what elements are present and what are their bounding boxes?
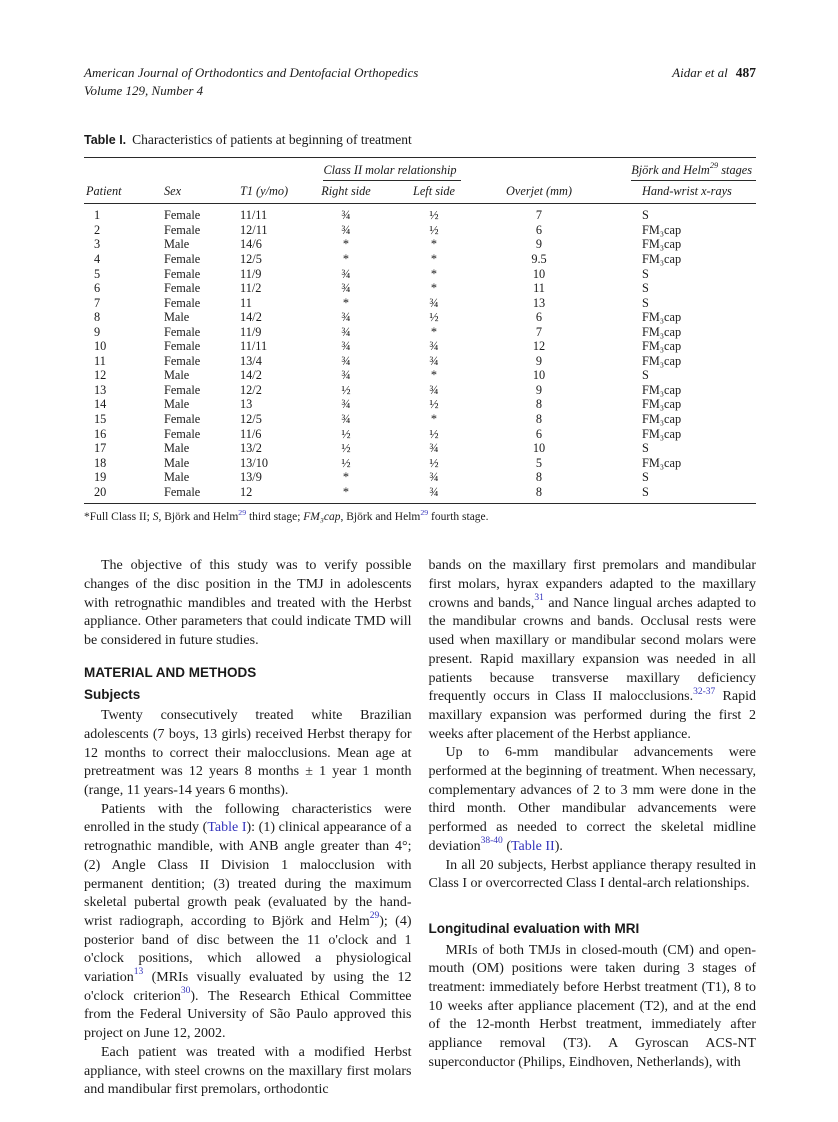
text-run: , Björk and Helm (340, 511, 421, 524)
patient-cell: S (642, 208, 649, 223)
patient-cell: S (642, 441, 649, 456)
patient-cell: FM₃cap (642, 397, 682, 412)
text-run: Rapid maxillary expansion was performed during the first 2 weeks after placement of the Herbst appliance. (428, 689, 756, 742)
text-run: 29 (709, 161, 719, 171)
patient-cell: Male (164, 441, 190, 456)
group-header-row (84, 158, 756, 182)
right-column (429, 557, 757, 1100)
group-header-spacer (480, 158, 598, 182)
patient-cell: 9.5 (531, 252, 547, 267)
journal-title: American Journal of Orthodontics and Dentofacial Orthopedics (84, 65, 419, 80)
patient-cell: ¾ (429, 353, 439, 368)
patient-cell: Female (164, 266, 201, 281)
patient-cell: * (430, 412, 438, 427)
patient-cell: 12 (532, 339, 546, 354)
authors: Aidar et al (672, 65, 728, 80)
patient-row (84, 383, 756, 398)
patient-cell: ¾ (429, 339, 439, 354)
patient-cell: ¾ (341, 222, 351, 237)
column-header-left-side: Left side (388, 181, 480, 204)
patient-cell: S (642, 368, 649, 383)
section-heading: MATERIAL AND METHODS (84, 664, 257, 680)
text-run: and Nance lingual arches adapted to the mandibular crowns and bands. Occlusal rests were used when maxillary or mandibular second molars were present. Rapid maxillary expansion was needed in all patients because transverse maxillary deficiency frequently occurs in Class II malocclusions. (428, 595, 757, 705)
patient-row (84, 267, 756, 282)
patient-cell: 10 (94, 339, 107, 354)
column-header-t1: T1 (y/mo) (230, 181, 304, 204)
text-run: stages (718, 163, 752, 178)
text-run: Björk and Helm (631, 163, 710, 178)
table-label: Table I. (84, 133, 127, 148)
patient-cell: Male (164, 310, 190, 325)
patient-row (84, 223, 756, 238)
page-number: 487 (735, 65, 756, 80)
patient-cell: 11 (94, 353, 106, 368)
patient-cell: 9 (535, 237, 543, 252)
patient-row (84, 204, 756, 223)
table-footnote (84, 507, 756, 524)
patient-cell: ¾ (429, 295, 439, 310)
group-header-stages-cell (598, 158, 756, 182)
patient-cell: Female (164, 382, 201, 397)
patient-cell: Male (164, 237, 190, 252)
patient-row (84, 441, 756, 456)
patient-cell: Male (164, 470, 190, 485)
text-run: ). The Research Ethical Committee from the Federal University of São Paulo approved this project on June 12, 2002. (84, 988, 412, 1042)
patient-cell: Female (164, 339, 201, 354)
patient-cell: Male (164, 397, 190, 412)
patient-cell: 14/2 (240, 368, 262, 383)
patient-row (84, 456, 756, 471)
text-run: Patients with the following characteristics were enrolled in the study ( (84, 801, 412, 836)
patient-cell: 12/5 (240, 412, 262, 427)
patient-cell: 8 (535, 397, 543, 412)
patient-cell: 14 (94, 397, 107, 412)
running-head (84, 64, 756, 100)
patient-cell: ½ (429, 455, 439, 470)
patient-row (84, 412, 756, 427)
patient-row (84, 325, 756, 340)
patient-cell: 12/11 (240, 222, 268, 237)
patient-cell: ¾ (341, 353, 351, 368)
patient-cell: 15 (94, 412, 107, 427)
patient-cell: Male (164, 368, 190, 383)
patient-cell: 7 (535, 208, 543, 223)
paragraph: MRIs of both TMJs in closed-mouth (CM) and open-mouth (OM) positions were taken during 3 stages of treatment: immediately before Herbst treatment (T1), 8 to 10 weeks after appliance placement (T2), and at the end of the 12-month Herbst treatment, immediately after appliance removal (T3). A Gyroscan ACS-NT superconductor (Philips, Eindhoven, Netherlands), with (428, 942, 756, 1070)
patient-cell: * (430, 324, 438, 339)
journal-volume: Volume 129, Number 4 (84, 83, 204, 99)
patient-row (84, 237, 756, 252)
patient-cell: 14/6 (240, 237, 262, 252)
patient-cell: S (642, 266, 649, 281)
patient-cell: ¾ (341, 208, 351, 223)
patient-cell: 6 (535, 222, 543, 237)
patient-cell: Female (164, 426, 201, 441)
patient-row (84, 339, 756, 354)
column-header-overjet: Overjet (mm) (480, 181, 598, 204)
patient-cell: ½ (341, 426, 351, 441)
subsection-heading: Longitudinal evaluation with MRI (428, 920, 640, 936)
text-run: third stage; (246, 511, 304, 524)
patient-cell: ¾ (341, 339, 351, 354)
patient-cell: 7 (535, 324, 543, 339)
table-section (84, 132, 756, 523)
text-run: fourth stage. (428, 511, 489, 524)
patient-cell: S (642, 281, 649, 296)
group-header-spacer (84, 158, 304, 182)
patient-cell: 13 (532, 295, 546, 310)
patient-cell: 11 (240, 295, 252, 310)
patient-row (84, 281, 756, 296)
reference-link[interactable]: 31 (534, 593, 544, 604)
patient-cell: FM₃cap (642, 339, 682, 354)
text-run: bands on the maxillary first premolars and mandibular first molars, hyrax expanders adapted to the maxillary crowns and bands, (428, 558, 756, 611)
patient-cell: 2 (94, 222, 101, 237)
text-run: ( (502, 838, 511, 854)
text-run: ): (1) clinical appearance of a retrognathic mandible, with ANB angle greater than 4°; (2) Angle Class II Division 1 malocclusion with permanent dentition; (3) treated during the maximum skeletal pubertal growth peak (evaluated by the hand-wrist radiograph, according to Björk and Helm (84, 820, 412, 929)
text-run: (MRIs visually evaluated by using the 12 o'clock criterion (84, 970, 412, 1004)
patient-cell: ½ (341, 455, 351, 470)
patient-cell: 8 (535, 412, 543, 427)
patient-cell: ½ (341, 441, 351, 456)
patient-cell: S (642, 470, 649, 485)
text-run: Up to 6-mm mandibular advancements were performed at the beginning of treatment. When necessary, complementary advances of 2 to 3 mm were done in the third month. Other mandibular advancements were performed as needed to correct the skeletal midline deviation (428, 745, 756, 854)
patient-cell: 3 (94, 237, 101, 252)
patient-cell: 12 (240, 484, 253, 499)
text-run: FM₃cap (303, 511, 341, 524)
patient-cell: 14/2 (240, 310, 262, 325)
paragraph: The objective of this study was to verify possible changes of the disc position in the TMJ in adolescents with retrognathic mandibles and treated with the Herbst appliance. Other parameters that could indicate TMD will be considered in future studies. (84, 558, 412, 649)
paragraph: In all 20 subjects, Herbst appliance therapy resulted in Class I or overcorrected Class I dental-arch relationships. (428, 857, 756, 892)
patient-cell: ¾ (429, 484, 439, 499)
column-header-patient: Patient (84, 181, 154, 204)
patient-cell: 11 (533, 281, 545, 296)
patient-cell: 17 (94, 441, 107, 456)
patient-cell: Female (164, 484, 201, 499)
patient-cell: 5 (94, 266, 101, 281)
patient-cell: 11/11 (240, 208, 268, 223)
patient-cell: FM₃cap (642, 252, 682, 267)
patient-cell: 6 (535, 310, 543, 325)
patient-cell: 10 (532, 368, 546, 383)
text-run: ); (4) posterior band of disc between the 11 o'clock and 1 o'clock positions, which allowed a physiological variation (84, 913, 412, 986)
patient-cell: 7 (94, 295, 101, 310)
patient-cell: 5 (535, 455, 543, 470)
patient-cell: ½ (341, 382, 351, 397)
page-info (672, 64, 756, 100)
patient-cell: ¾ (341, 324, 351, 339)
patient-cell: 8 (535, 470, 543, 485)
patient-cell: 20 (94, 484, 107, 499)
patient-cell: 9 (94, 324, 101, 339)
text-run: ). (554, 838, 563, 854)
patient-cell: 12/5 (240, 252, 262, 267)
patient-cell: ½ (429, 208, 439, 223)
reference-link[interactable]: 29 (369, 911, 380, 922)
patient-cell: * (342, 470, 350, 485)
reference-link[interactable]: 38-40 (480, 836, 503, 847)
patient-cell: 10 (532, 441, 546, 456)
paragraph (84, 801, 412, 1044)
patient-cell: FM₃cap (642, 222, 682, 237)
text-run: S (152, 511, 159, 524)
reference-link[interactable]: 32-37 (693, 686, 716, 697)
group-header-stages (631, 163, 756, 181)
patient-cell: Female (164, 281, 201, 296)
group-header-molar: Class II molar relationship (323, 163, 460, 181)
patient-cell: 11/6 (240, 426, 262, 441)
table-link[interactable]: Table I (207, 820, 247, 836)
patient-cell: Female (164, 295, 201, 310)
patient-cell: Male (164, 455, 190, 470)
left-column (84, 557, 412, 1100)
column-header-handwrist: Hand-wrist x-rays (598, 181, 756, 204)
patient-cell: 12 (94, 368, 107, 383)
patient-cell: 1 (94, 208, 101, 223)
patient-cell: ¾ (341, 412, 351, 427)
column-header-row (84, 181, 756, 204)
patient-cell: * (430, 237, 438, 252)
patient-cell: S (642, 484, 649, 499)
paragraph (429, 744, 757, 856)
patient-cell: FM₃cap (642, 237, 682, 252)
reference-link[interactable]: 13 (133, 967, 144, 978)
patient-cell: 13/2 (240, 441, 262, 456)
patient-cell: Female (164, 353, 201, 368)
patient-cell: 18 (94, 455, 107, 470)
patient-cell: * (342, 252, 350, 267)
patient-cell: FM₃cap (642, 382, 682, 397)
group-header-molar-cell (304, 158, 480, 182)
patient-cell: FM₃cap (642, 412, 682, 427)
patient-cell: ¾ (341, 281, 351, 296)
subsection-heading: Subjects (84, 686, 141, 702)
patient-cell: S (642, 295, 649, 310)
patient-cell: 13 (94, 382, 107, 397)
paragraph (429, 557, 757, 744)
patient-cell: ½ (429, 310, 439, 325)
reference-link[interactable]: 30 (180, 986, 191, 997)
patient-cell: 19 (94, 470, 107, 485)
patient-row (84, 397, 756, 412)
patient-cell: ½ (429, 222, 439, 237)
table-title (84, 132, 756, 148)
paragraph: Twenty consecutively treated white Brazilian adolescents (7 boys, 13 girls) received Herbst therapy for 12 months to correct their malocclusions. Mean age at pretreatment was 12 years 8 months ± 1 year 1 month (range, 11 years-14 years 6 months). (84, 708, 412, 799)
text-run: *Full Class II; (84, 511, 153, 524)
patient-cell: ¾ (429, 382, 439, 397)
paragraph: Each patient was treated with a modified Herbst appliance, with steel crowns on the maxillary first molars and mandibular first premolars, orthodontic (84, 1044, 412, 1098)
patient-cell: * (342, 484, 350, 499)
patient-cell: 6 (535, 426, 543, 441)
patient-cell: 12/2 (240, 382, 262, 397)
patient-cell: Female (164, 252, 201, 267)
patient-cell: FM₃cap (642, 310, 682, 325)
patient-row (84, 296, 756, 311)
column-header-right-side: Right side (304, 181, 388, 204)
patient-cell: FM₃cap (642, 353, 682, 368)
patient-cell: FM₃cap (642, 455, 682, 470)
patient-row (84, 427, 756, 442)
patient-cell: 11/2 (240, 281, 262, 296)
patient-cell: 9 (535, 382, 543, 397)
patient-cell: ½ (429, 426, 439, 441)
reference-link[interactable]: 29 (238, 507, 247, 517)
patient-cell: 13/4 (240, 353, 262, 368)
patient-cell: Female (164, 222, 201, 237)
patient-row (84, 368, 756, 383)
patient-cell: 10 (532, 266, 546, 281)
patient-cell: 6 (94, 281, 101, 296)
patient-row (84, 354, 756, 369)
patient-cell: ¾ (341, 397, 351, 412)
patient-cell: ½ (429, 397, 439, 412)
patient-cell: ¾ (341, 266, 351, 281)
patient-cell: * (342, 237, 350, 252)
patient-cell: 13 (240, 397, 253, 412)
patient-cell: ¾ (341, 310, 351, 325)
text-run: , Björk and Helm (158, 511, 239, 524)
patient-cell: Female (164, 412, 201, 427)
patient-cell: 8 (94, 310, 101, 325)
column-header-sex: Sex (154, 181, 230, 204)
patient-cell: Female (164, 324, 201, 339)
patient-row (84, 485, 756, 504)
patient-cell: ¾ (341, 368, 351, 383)
patient-row (84, 310, 756, 325)
patient-row (84, 252, 756, 267)
patient-cell: ¾ (429, 470, 439, 485)
reference-link[interactable]: 29 (420, 507, 429, 517)
patient-cell: 11/9 (240, 324, 262, 339)
patient-cell: 16 (94, 426, 107, 441)
patient-cell: FM₃cap (642, 426, 682, 441)
table-body (84, 204, 756, 504)
patient-cell: 11/9 (240, 266, 262, 281)
patients-table (84, 157, 756, 504)
patient-cell: Female (164, 208, 201, 223)
patient-cell: 11/11 (240, 339, 268, 354)
patient-cell: 4 (94, 252, 101, 267)
patient-cell: 8 (535, 484, 543, 499)
patient-cell: 9 (535, 353, 543, 368)
table-link[interactable]: Table II (510, 838, 555, 854)
patient-cell: * (430, 266, 438, 281)
article-body (84, 557, 756, 1100)
patient-cell: * (430, 281, 438, 296)
patient-cell: 13/10 (240, 455, 269, 470)
table-caption: Characteristics of patients at beginning of treatment (132, 132, 412, 148)
patient-cell: ¾ (429, 441, 439, 456)
patient-cell: FM₃cap (642, 324, 682, 339)
patient-cell: * (342, 295, 350, 310)
patient-row (84, 470, 756, 485)
patient-cell: 13/9 (240, 470, 262, 485)
patient-cell: * (430, 368, 438, 383)
journal-info (84, 64, 418, 100)
patient-cell: * (430, 252, 438, 267)
